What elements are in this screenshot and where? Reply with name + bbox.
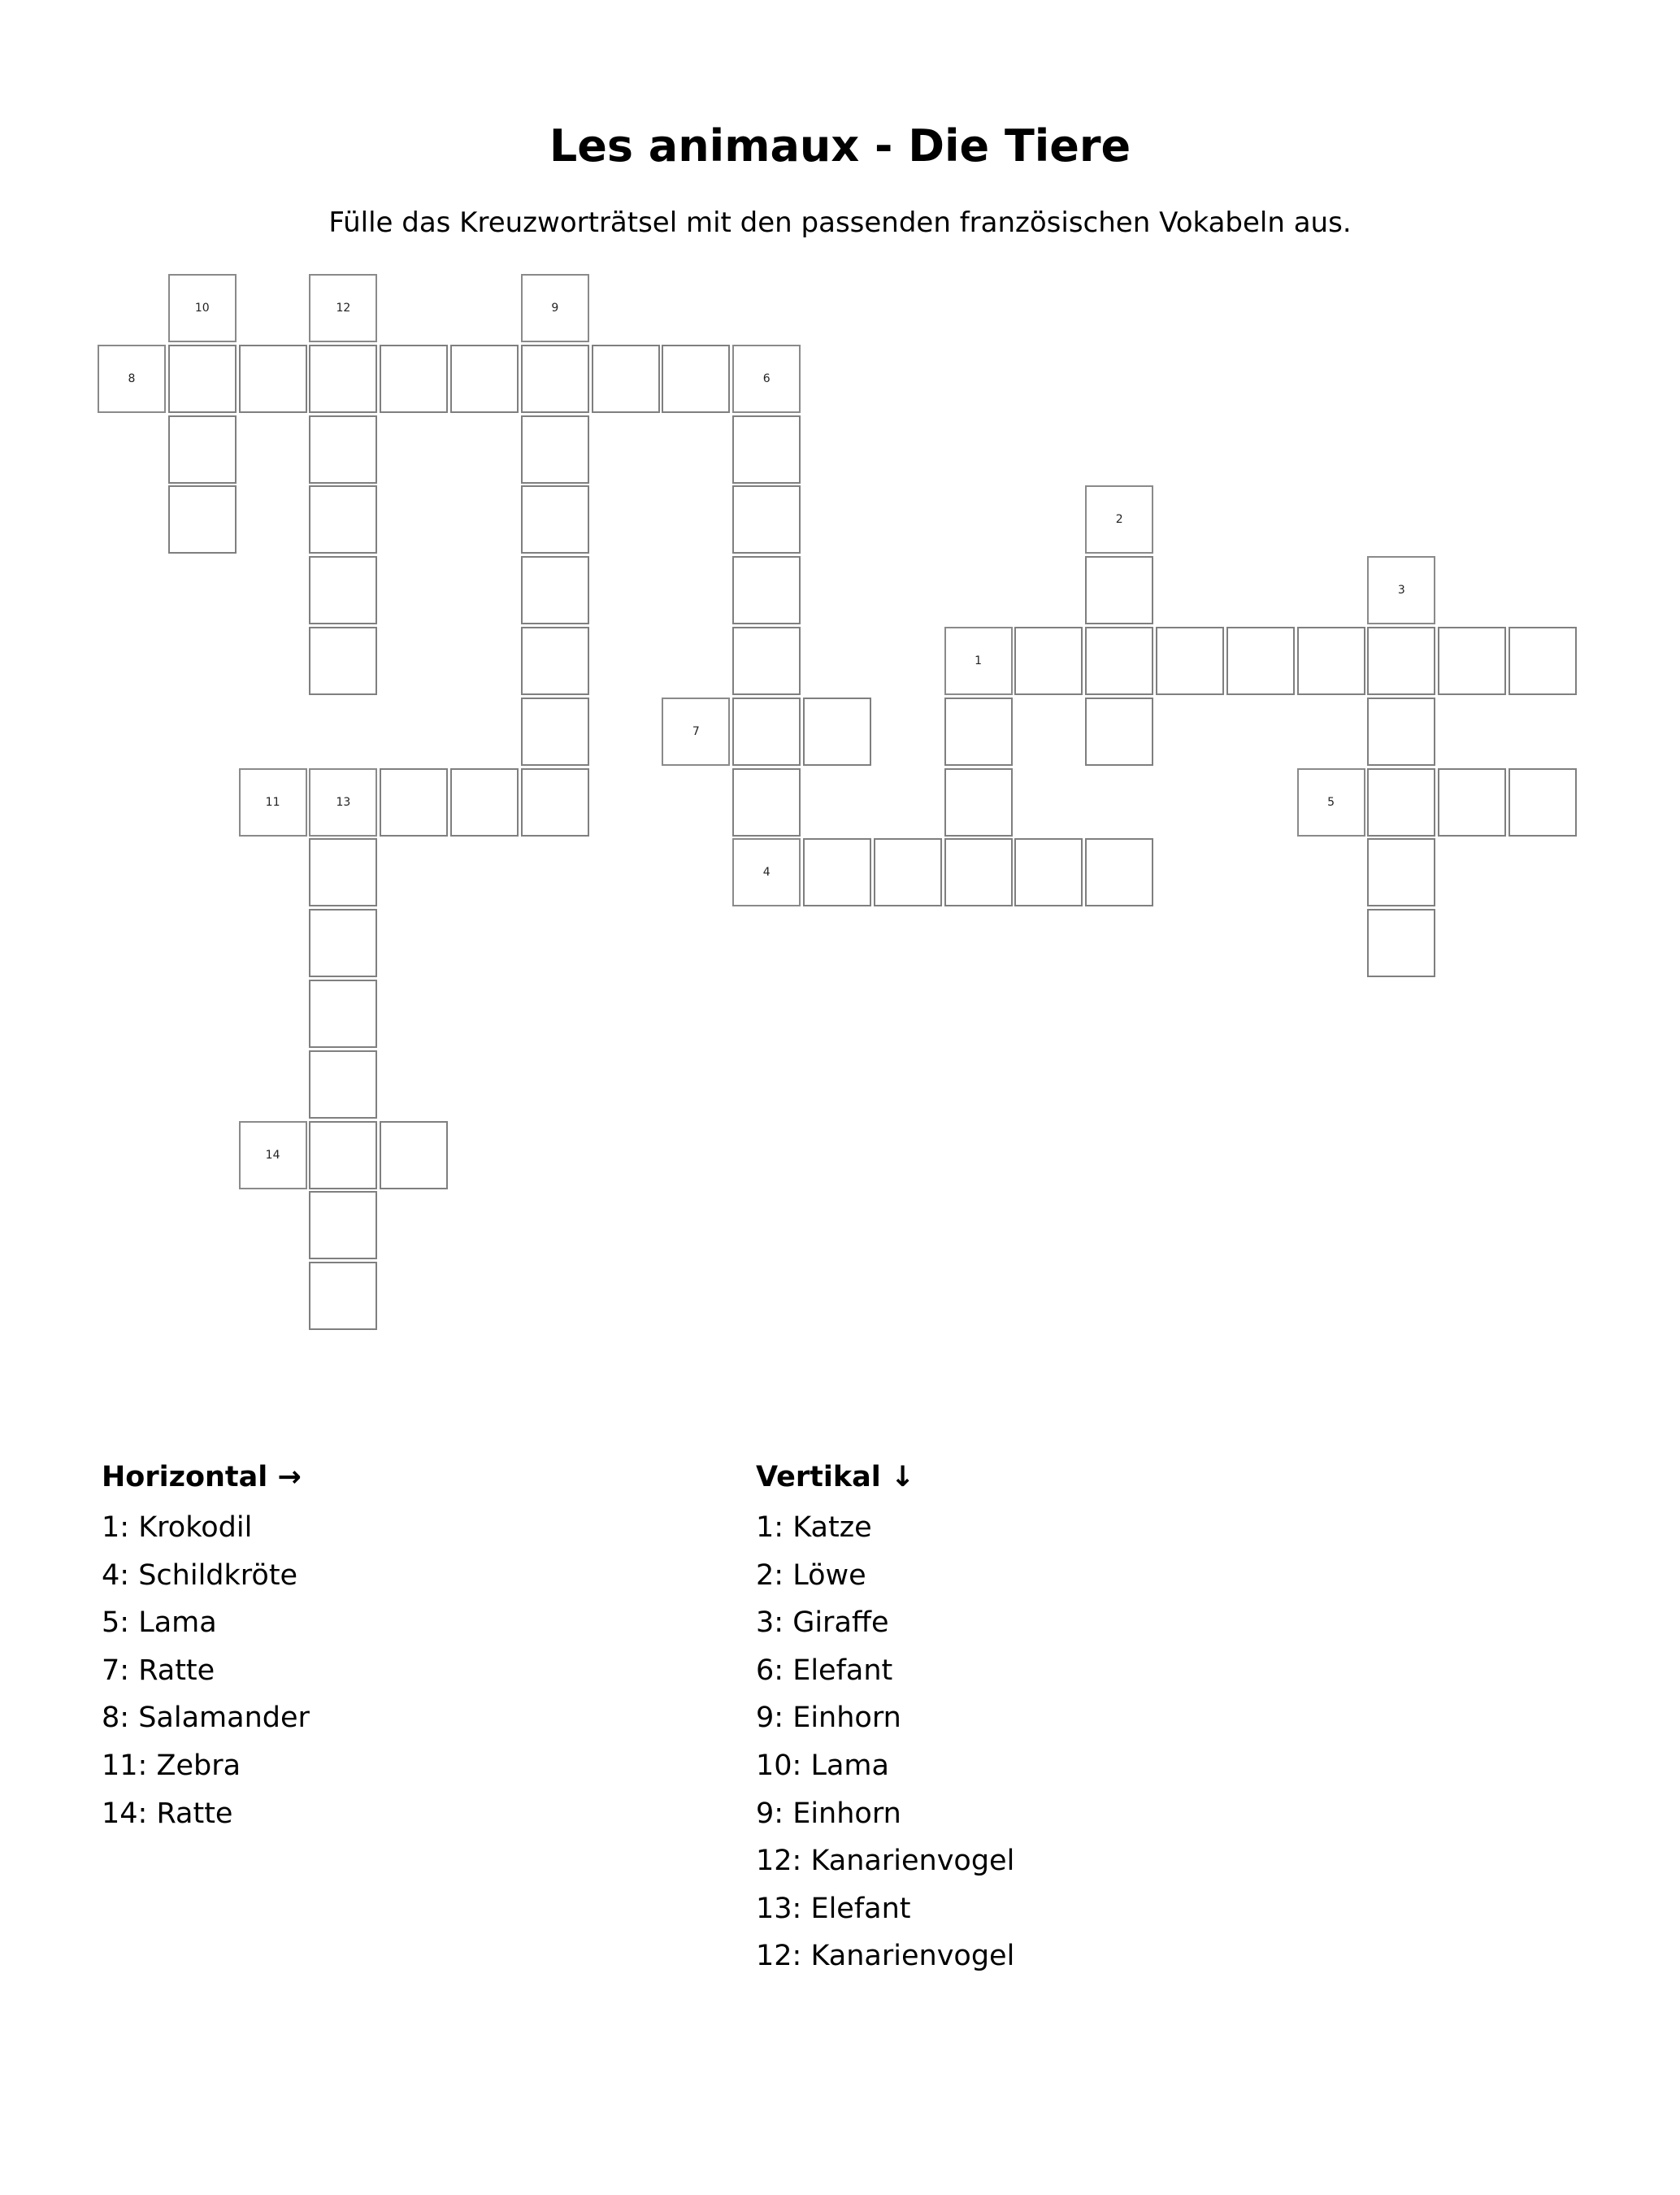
grid-cell[interactable] <box>380 345 448 413</box>
down-heading: Vertikal ↓ <box>756 1461 915 1493</box>
down-clue: 12: Kanarienvogel <box>756 1845 1015 1878</box>
grid-cell[interactable] <box>1438 768 1506 837</box>
cell-number: 3 <box>1397 584 1405 598</box>
cell-number: 1 <box>975 654 983 667</box>
clue-text: Elefant <box>792 1654 893 1687</box>
grid-cell[interactable] <box>521 556 589 624</box>
clue-text: Krokodil <box>138 1511 253 1544</box>
clue-number: 12 <box>756 1845 792 1878</box>
clue-number: 1 <box>102 1511 120 1544</box>
grid-cell-14[interactable] <box>239 1121 307 1189</box>
page-title: Les animaux - Die Tiere <box>549 120 1131 172</box>
clue-text: Ratte <box>156 1797 233 1830</box>
grid-cell[interactable] <box>1085 627 1153 695</box>
cell-number: 5 <box>1327 795 1335 809</box>
instructions: Fülle das Kreuzworträtsel mit den passenden französischen Vokabeln aus. <box>328 206 1352 239</box>
grid-cell[interactable] <box>450 768 519 837</box>
down-clue-list <box>756 1504 1014 1980</box>
across-clue: 5: Lama <box>102 1606 217 1640</box>
grid-cell[interactable] <box>309 1121 377 1189</box>
clue-text: Zebra <box>156 1749 241 1782</box>
across-clue-list <box>102 1504 310 1837</box>
grid-cell[interactable] <box>521 768 589 837</box>
clue-text: Kanarienvogel <box>810 1845 1015 1878</box>
grid-cell[interactable] <box>521 415 589 484</box>
grid-cell[interactable] <box>803 698 871 766</box>
down-clue: 1: Katze <box>756 1511 872 1544</box>
grid-cell-9[interactable] <box>521 274 589 342</box>
grid-cell-4[interactable] <box>732 838 801 906</box>
grid-cell-6[interactable] <box>732 345 801 413</box>
grid-cell[interactable] <box>168 485 237 554</box>
down-clue: 9: Einhorn <box>756 1797 901 1830</box>
clue-number: 5 <box>102 1606 120 1640</box>
grid-cell[interactable] <box>309 345 377 413</box>
grid-cell[interactable] <box>309 909 377 977</box>
grid-cell[interactable] <box>732 768 801 837</box>
grid-cell[interactable] <box>944 838 1013 906</box>
clue-text: Schildkröte <box>138 1558 298 1592</box>
grid-cell[interactable] <box>732 415 801 484</box>
grid-cell[interactable] <box>1085 838 1153 906</box>
grid-cell[interactable] <box>450 345 519 413</box>
across-clues <box>102 1455 310 1837</box>
grid-cell[interactable] <box>309 415 377 484</box>
grid-cell[interactable] <box>521 698 589 766</box>
clue-text: Katze <box>792 1511 872 1544</box>
grid-cell[interactable] <box>1085 698 1153 766</box>
grid-cell[interactable] <box>874 838 942 906</box>
grid-cell-11[interactable] <box>239 768 307 837</box>
grid-cell[interactable] <box>592 345 660 413</box>
clue-text: Einhorn <box>792 1702 901 1735</box>
clue-number: 10 <box>756 1749 792 1782</box>
clue-text: Kanarienvogel <box>810 1940 1015 1973</box>
grid-cell[interactable] <box>309 485 377 554</box>
grid-cell[interactable] <box>944 768 1013 837</box>
across-clue: 14: Ratte <box>102 1797 233 1830</box>
across-clue: 1: Krokodil <box>102 1511 253 1544</box>
grid-cell[interactable] <box>521 627 589 695</box>
down-clue: 12: Kanarienvogel <box>756 1940 1015 1973</box>
grid-cell[interactable] <box>1509 627 1577 695</box>
cell-number: 9 <box>551 302 559 315</box>
grid-cell[interactable] <box>1367 838 1435 906</box>
across-heading: Horizontal → <box>102 1461 302 1493</box>
grid-cell-12[interactable] <box>309 274 377 342</box>
grid-cell[interactable] <box>1438 627 1506 695</box>
cell-number: 10 <box>194 302 210 315</box>
grid-cell[interactable] <box>1226 627 1295 695</box>
grid-cell[interactable] <box>309 838 377 906</box>
clue-number: 11 <box>102 1749 138 1782</box>
across-clue: 11: Zebra <box>102 1749 241 1782</box>
grid-cell[interactable] <box>1085 556 1153 624</box>
grid-cell[interactable] <box>732 485 801 554</box>
grid-cell[interactable] <box>309 556 377 624</box>
clue-number: 9 <box>756 1702 775 1735</box>
clue-number: 9 <box>756 1797 775 1830</box>
clue-text: Löwe <box>792 1558 866 1592</box>
clue-text: Elefant <box>810 1892 911 1925</box>
grid-cell-10[interactable] <box>168 274 237 342</box>
grid-cell[interactable] <box>803 838 871 906</box>
cell-number: 8 <box>128 372 136 385</box>
grid-cell[interactable] <box>168 415 237 484</box>
down-clue: 10: Lama <box>756 1749 889 1782</box>
clue-text: Lama <box>138 1606 217 1640</box>
clue-text: Salamander <box>138 1702 310 1735</box>
clue-number: 13 <box>756 1892 792 1925</box>
down-clue: 13: Elefant <box>756 1892 911 1925</box>
clue-number: 6 <box>756 1654 775 1687</box>
grid-cell[interactable] <box>1156 627 1224 695</box>
grid-cell[interactable] <box>1509 768 1577 837</box>
across-clue: 7: Ratte <box>102 1654 215 1687</box>
grid-cell-2[interactable] <box>1085 485 1153 554</box>
grid-cell-3[interactable] <box>1367 556 1435 624</box>
grid-cell[interactable] <box>1367 768 1435 837</box>
grid-cell-8[interactable] <box>98 345 166 413</box>
grid-cell[interactable] <box>309 627 377 695</box>
clue-number: 12 <box>756 1940 792 1973</box>
grid-cell[interactable] <box>944 698 1013 766</box>
cell-number: 13 <box>336 795 351 809</box>
grid-cell[interactable] <box>732 556 801 624</box>
grid-cell[interactable] <box>1014 838 1083 906</box>
grid-cell[interactable] <box>309 1191 377 1259</box>
cell-number: 12 <box>336 302 351 315</box>
cell-number: 2 <box>1115 513 1123 527</box>
grid-cell-5[interactable] <box>1297 768 1365 837</box>
clue-number: 4 <box>102 1558 120 1592</box>
clue-text: Ratte <box>138 1654 215 1687</box>
down-clue: 9: Einhorn <box>756 1702 901 1735</box>
grid-cell[interactable] <box>309 1050 377 1119</box>
clue-text: Einhorn <box>792 1797 901 1830</box>
grid-cell-13[interactable] <box>309 768 377 837</box>
grid-cell[interactable] <box>732 627 801 695</box>
grid-cell[interactable] <box>1367 627 1435 695</box>
grid-cell[interactable] <box>309 980 377 1048</box>
cell-number: 7 <box>692 724 700 738</box>
cell-number: 6 <box>762 372 771 385</box>
grid-cell[interactable] <box>380 1121 448 1189</box>
grid-cell[interactable] <box>1367 698 1435 766</box>
cell-number: 14 <box>265 1148 280 1162</box>
grid-cell[interactable] <box>521 485 589 554</box>
grid-cell[interactable] <box>662 345 730 413</box>
clue-number: 1 <box>756 1511 775 1544</box>
grid-cell[interactable] <box>732 698 801 766</box>
grid-cell[interactable] <box>168 345 237 413</box>
down-clue: 2: Löwe <box>756 1558 866 1592</box>
clue-number: 8 <box>102 1702 120 1735</box>
grid-cell[interactable] <box>1297 627 1365 695</box>
down-clue: 3: Giraffe <box>756 1606 889 1640</box>
clue-number: 3 <box>756 1606 775 1640</box>
grid-cell[interactable] <box>521 345 589 413</box>
across-clue: 4: Schildkröte <box>102 1558 298 1592</box>
clue-number: 14 <box>102 1797 138 1830</box>
grid-cell[interactable] <box>239 345 307 413</box>
grid-cell[interactable] <box>1367 909 1435 977</box>
clue-number: 2 <box>756 1558 775 1592</box>
cell-number: 11 <box>265 795 280 809</box>
grid-cell[interactable] <box>309 1262 377 1330</box>
clue-text: Lama <box>810 1749 889 1782</box>
clue-number: 7 <box>102 1654 120 1687</box>
down-clues <box>756 1455 1014 1980</box>
clue-text: Giraffe <box>792 1606 889 1640</box>
down-clue: 6: Elefant <box>756 1654 893 1687</box>
grid-cell[interactable] <box>380 768 448 837</box>
grid-cell-7[interactable] <box>662 698 730 766</box>
grid-cell-1[interactable] <box>944 627 1013 695</box>
across-clue: 8: Salamander <box>102 1702 310 1735</box>
grid-cell[interactable] <box>1014 627 1083 695</box>
cell-number: 4 <box>762 866 771 880</box>
